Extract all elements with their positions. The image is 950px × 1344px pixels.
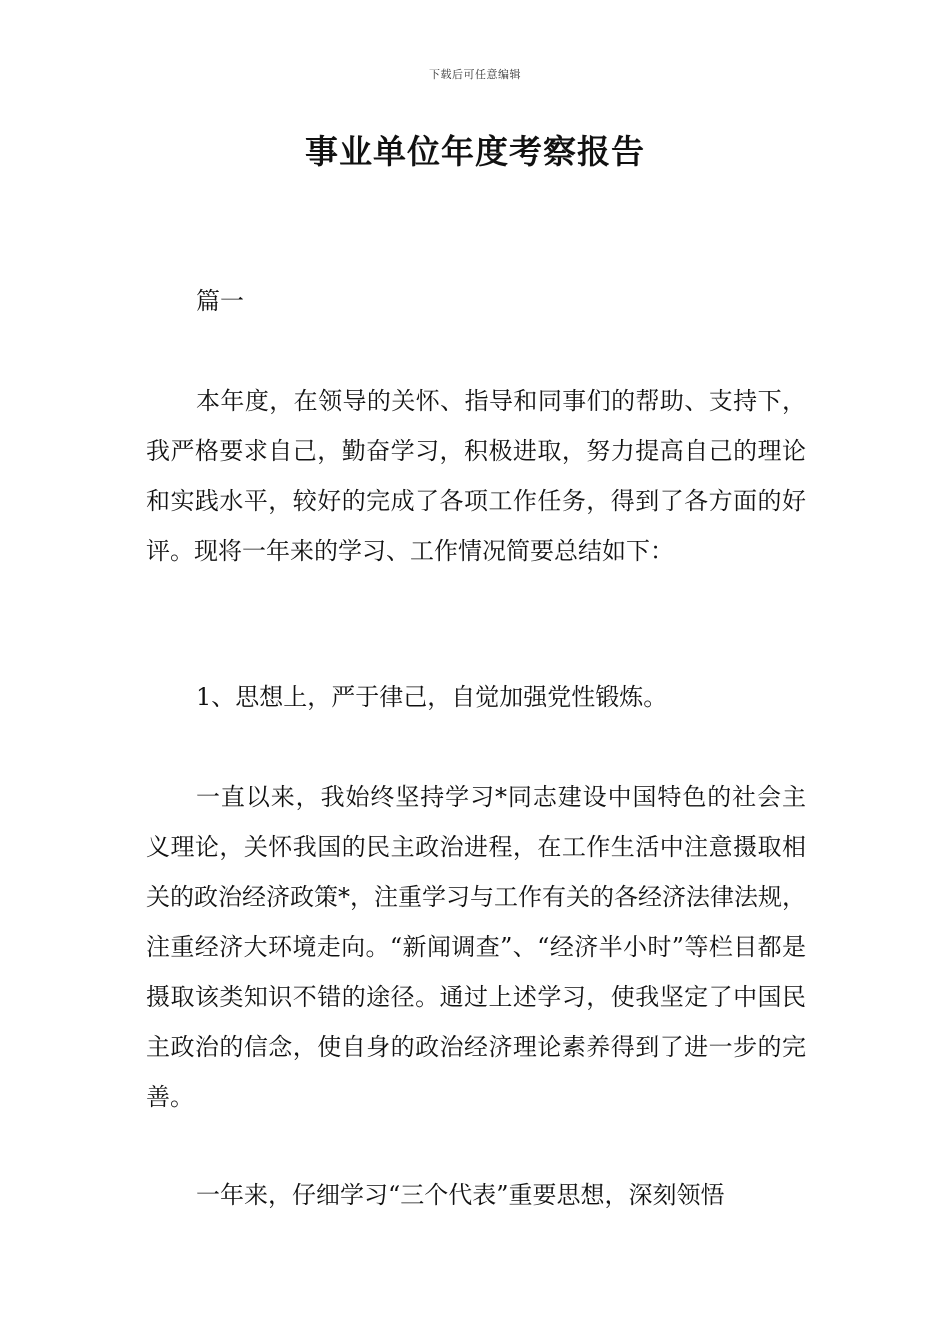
paragraph-heading-thought: 1、思想上，严于律己，自觉加强党性锻炼。 — [196, 683, 668, 711]
paragraph-thought: 一直以来，我始终坚持学习*同志建设中国特色的社会主义理论，关怀我国的民主政治进程，在工作生活中注意摄取相关的政治经济政策*，注重学习与工作有关的各经济法律法规，注重经济大环境走向。“新闻调查”、“经济半小时”等栏目都是摄取该类知识不错的途径。通过上述学习，使我坚定了中国民主政治的信念，使自身的政治经济理论素养得到了进一步的完善。 — [146, 783, 806, 1111]
document-title: 事业单位年度考察报告 — [305, 132, 645, 171]
section-label: 篇一 — [196, 287, 244, 315]
paragraph-intro: 本年度，在领导的关怀、指导和同事们的帮助、支持下，我严格要求自己，勤奋学习，积极进取，努力提高自己的理论和实践水平，较好的完成了各项工作任务，得到了各方面的好评。现将一年来的学习、工作情况简要总结如下： — [146, 387, 806, 565]
paragraph-year: 一年来，仔细学习“三个代表”重要思想，深刻领悟 — [196, 1181, 725, 1209]
header-note: 下载后可任意编辑 — [429, 68, 521, 81]
